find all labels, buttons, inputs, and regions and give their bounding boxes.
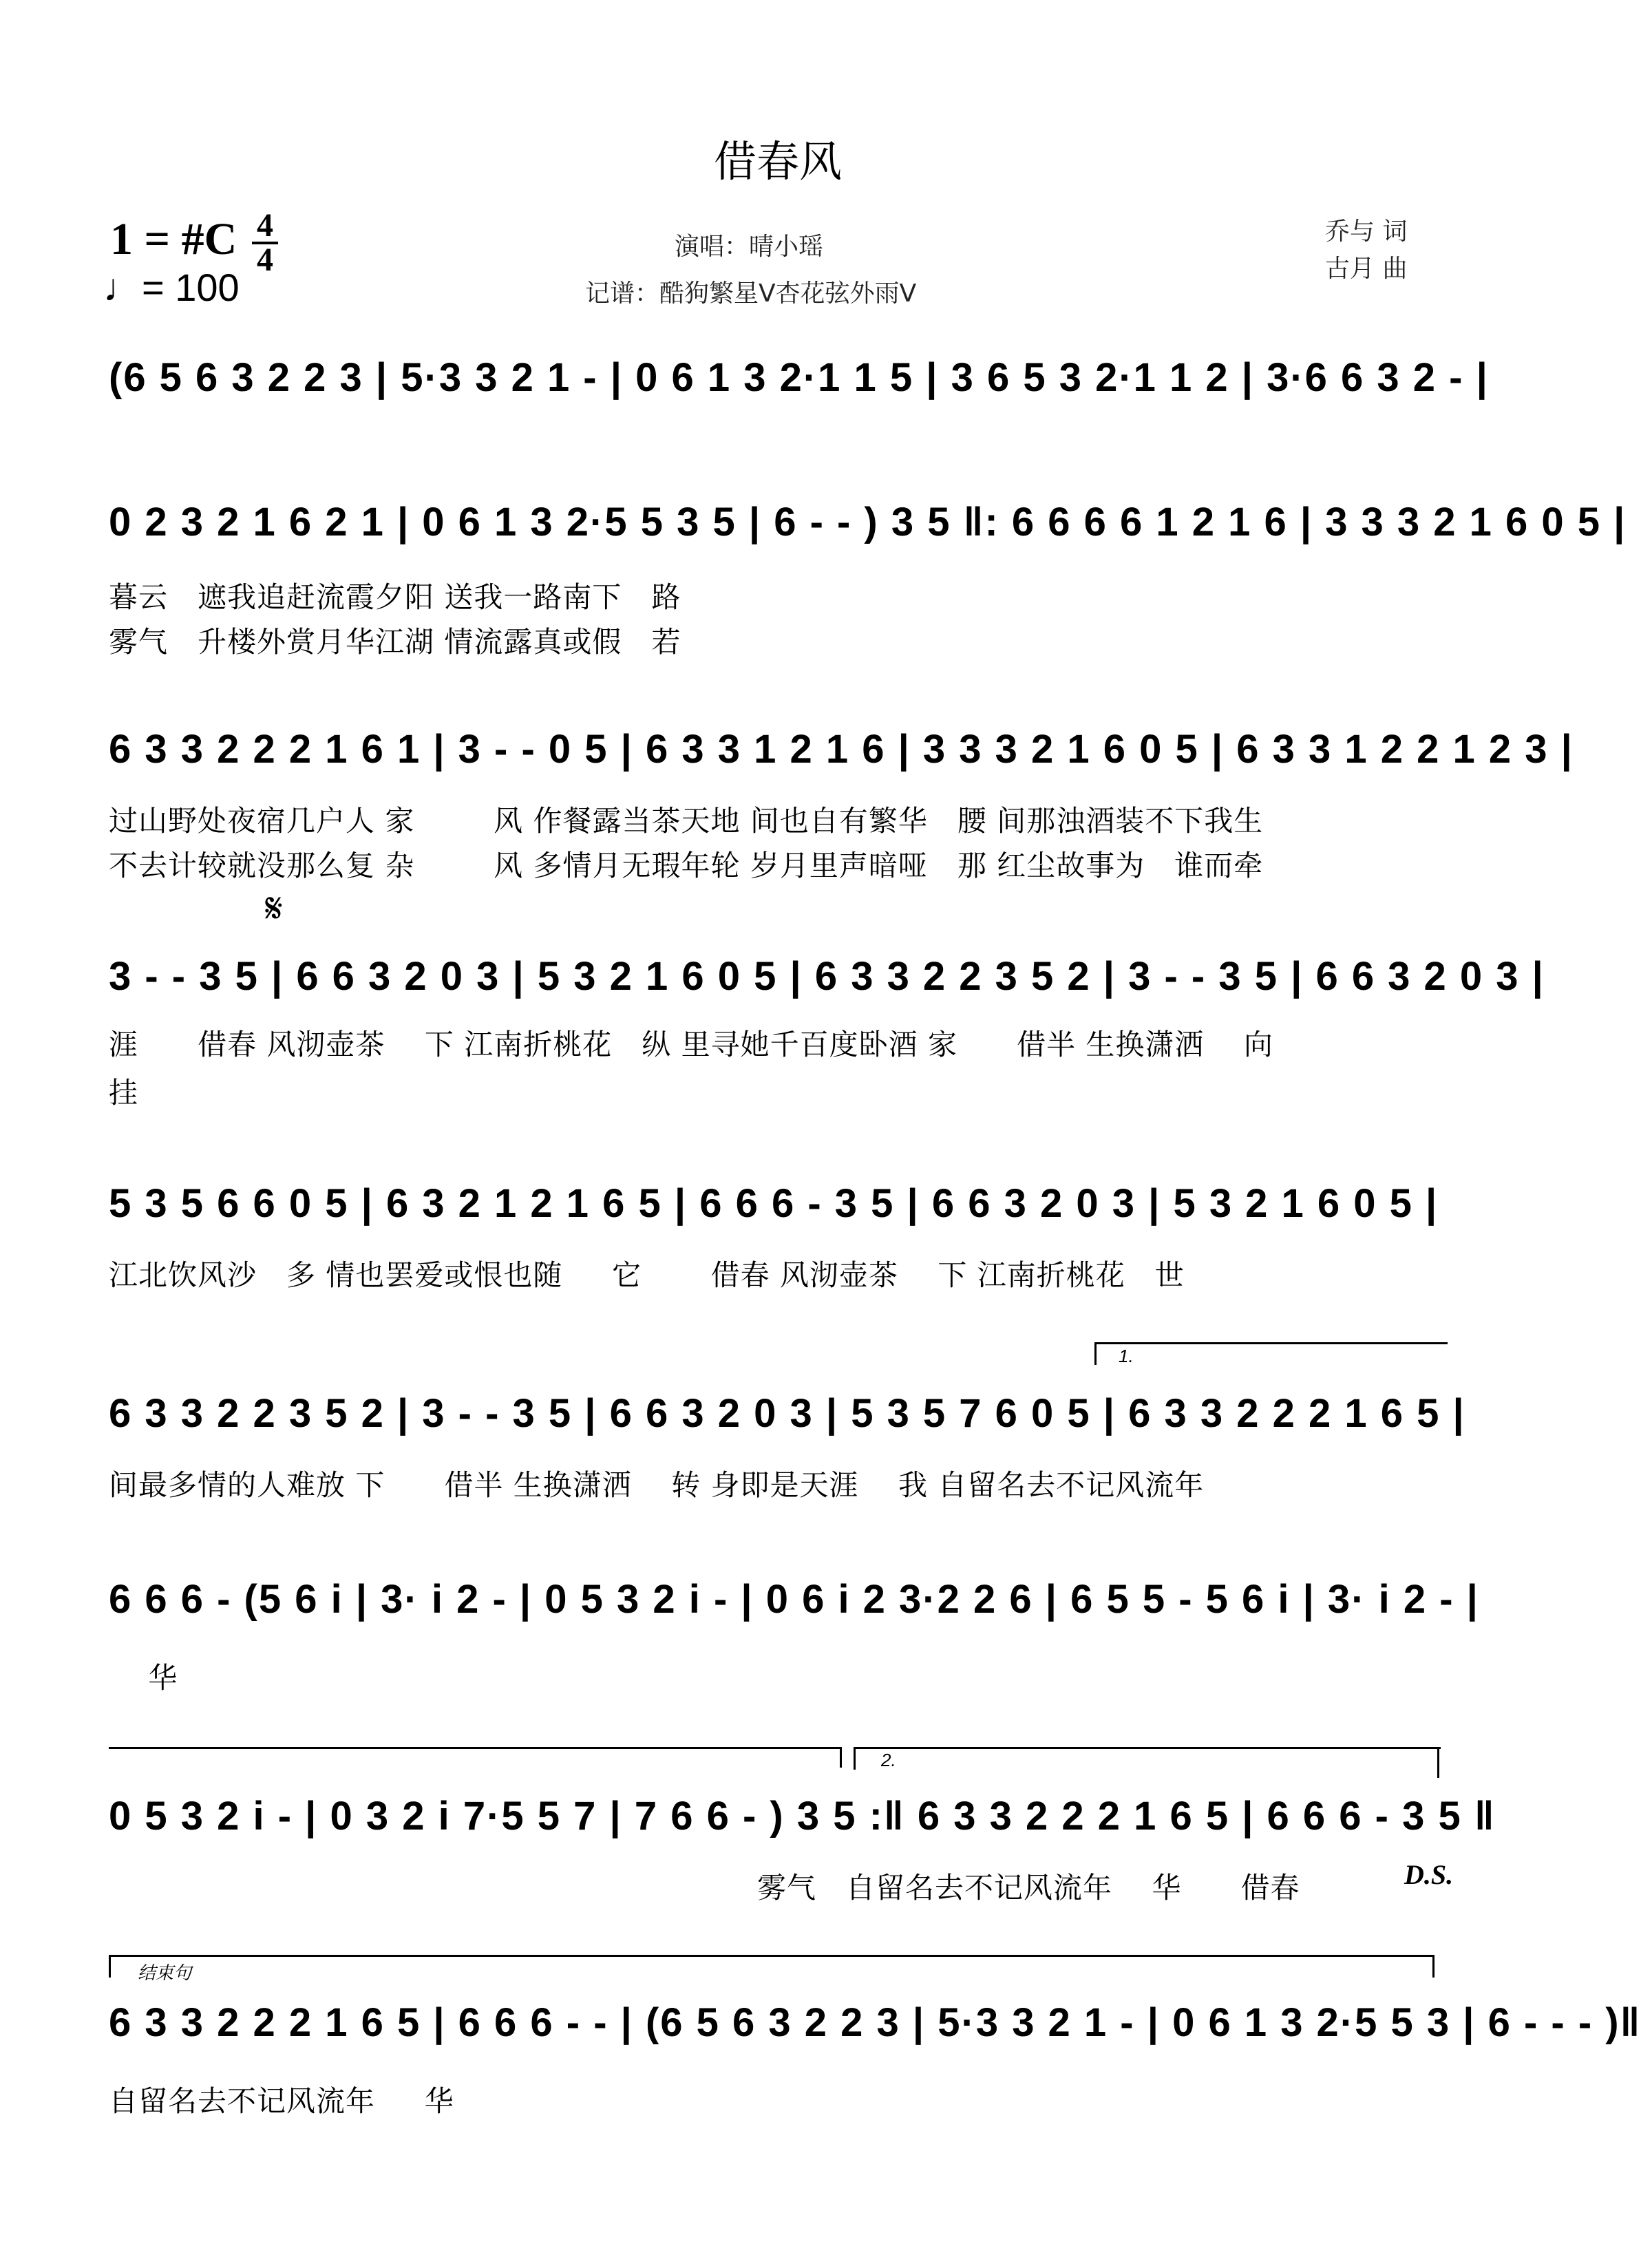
lyrics-line-5: 江北饮风沙 多 情也罢爱或恨也随 它 借春 风沏壶茶 下 江南折桃花 世 [109, 1258, 1185, 1292]
volta-1-end [840, 1747, 842, 1768]
coda-label: 结束句 [138, 1962, 192, 1983]
song-title: 借春风 [713, 136, 842, 187]
time-signature-top: 4 [257, 207, 273, 244]
staff-line-9: 6 3 3 2 2 2 1 6 5 | 6 6 6 - - | (6 5 6 3 2 2 3 | 5·3 3 2 1 - | 0 6 1 3 2·5 5 3 | 6 - - - )‖ [109, 2000, 1641, 2045]
transcriber-credit: 记谱：酷狗繁星V杏花弦外雨V [585, 279, 917, 308]
composer-credit: 古月 曲 [1325, 255, 1408, 283]
tempo-marking [103, 265, 240, 310]
staff-line-8: 0 5 3 2 i - | 0 3 2 i 7·5 5 7 | 7 6 6 - ) 3 5 :‖ 6 3 3 2 2 2 1 6 5 | 6 6 6 - 3 5 ‖ [109, 1794, 1496, 1838]
lyrics-line-9: 自留名去不记风流年 华 [109, 2084, 454, 2118]
volta-1-label: 1. [1119, 1346, 1134, 1366]
lyrics-line-8: 雾气 自留名去不记风流年 华 借春 [757, 1871, 1300, 1905]
singer-credit: 演唱：晴小瑶 [675, 233, 824, 261]
lyricist-credit: 乔与 词 [1325, 218, 1408, 246]
quarter-note-icon: ♩ [103, 266, 142, 309]
staff-line-3: 6 3 3 2 2 2 1 6 1 | 3 - - 0 5 | 6 3 3 1 2 1 6 | 3 3 3 2 1 6 0 5 | 6 3 3 1 2 2 1 2 3 | [109, 727, 1574, 772]
volta-2-end [1437, 1747, 1439, 1778]
volta-1-bracket [1094, 1342, 1448, 1365]
time-signature-bottom: 4 [257, 242, 273, 278]
lyrics-line-3-verse-2: 不去计较就没那么复 杂 风 多情月无瑕年轮 岁月里声暗哑 那 红尘故事为 谁而牵 [109, 849, 1264, 882]
staff-line-1: (6 5 6 3 2 2 3 | 5·3 3 2 1 - | 0 6 1 3 2·1 1 5 | 3 6 5 3 2·1 1 2 | 3·6 6 3 2 - | [109, 355, 1489, 400]
lyrics-line-3-verse-1: 过山野处夜宿几户人 家 风 作餐露当茶天地 间也自有繁华 腰 间那浊酒装不下我生 [109, 804, 1264, 838]
key-signature: 1 = #C [110, 214, 237, 264]
staff-line-2: 0 2 3 2 1 6 2 1 | 0 6 1 3 2·5 5 3 5 | 6 - - ) 3 5 ‖: 6 6 6 6 1 2 1 6 | 3 3 3 2 1 6 0 5 | [109, 500, 1627, 544]
time-signature [248, 207, 282, 278]
staff-line-5: 5 3 5 6 6 0 5 | 6 3 2 1 2 1 6 5 | 6 6 6 - 3 5 | 6 6 3 2 0 3 | 5 3 2 1 6 0 5 | [109, 1181, 1439, 1226]
volta-2-label: 2. [881, 1750, 896, 1770]
lyrics-line-2-verse-2: 雾气 升楼外赏月华江湖 情流露真或假 若 [109, 625, 681, 659]
tempo-value: = 100 [142, 266, 240, 309]
lyrics-line-4-verse-2: 挂 [109, 1076, 139, 1110]
lyrics-line-2-verse-1: 暮云 遮我追赶流霞夕阳 送我一路南下 路 [109, 580, 681, 614]
staff-line-7: 6 6 6 - (5 6 i | 3· i 2 - | 0 5 3 2 i - | 0 6 i 2 3·2 2 6 | 6 5 5 - 5 6 i | 3· i 2 - | [109, 1577, 1479, 1622]
coda-bracket [109, 1955, 1434, 1978]
staff-line-6: 6 3 3 2 2 3 5 2 | 3 - - 3 5 | 6 6 3 2 0 3 | 5 3 5 7 6 0 5 | 6 3 3 2 2 2 1 6 5 | [109, 1391, 1465, 1436]
volta-2-bracket [854, 1747, 1441, 1770]
lyrics-line-6: 间最多情的人难放 下 借半 生换潇洒 转 身即是天涯 我 自留名去不记风流年 [109, 1468, 1205, 1502]
dal-segno-mark: D.S. [1404, 1859, 1454, 1890]
lyrics-line-7: 华 [109, 1661, 178, 1695]
segno-sign: 𝄋 [265, 884, 283, 933]
volta-1-continuation [109, 1747, 842, 1749]
lyrics-line-4-verse-1: 涯 借春 风沏壶茶 下 江南折桃花 纵 里寻她千百度卧酒 家 借半 生换潇洒 向 [109, 1028, 1273, 1061]
staff-line-4: 3 - - 3 5 | 6 6 3 2 0 3 | 5 3 2 1 6 0 5 | 6 3 3 2 2 3 5 2 | 3 - - 3 5 | 6 6 3 2 0 3 | [109, 954, 1545, 999]
